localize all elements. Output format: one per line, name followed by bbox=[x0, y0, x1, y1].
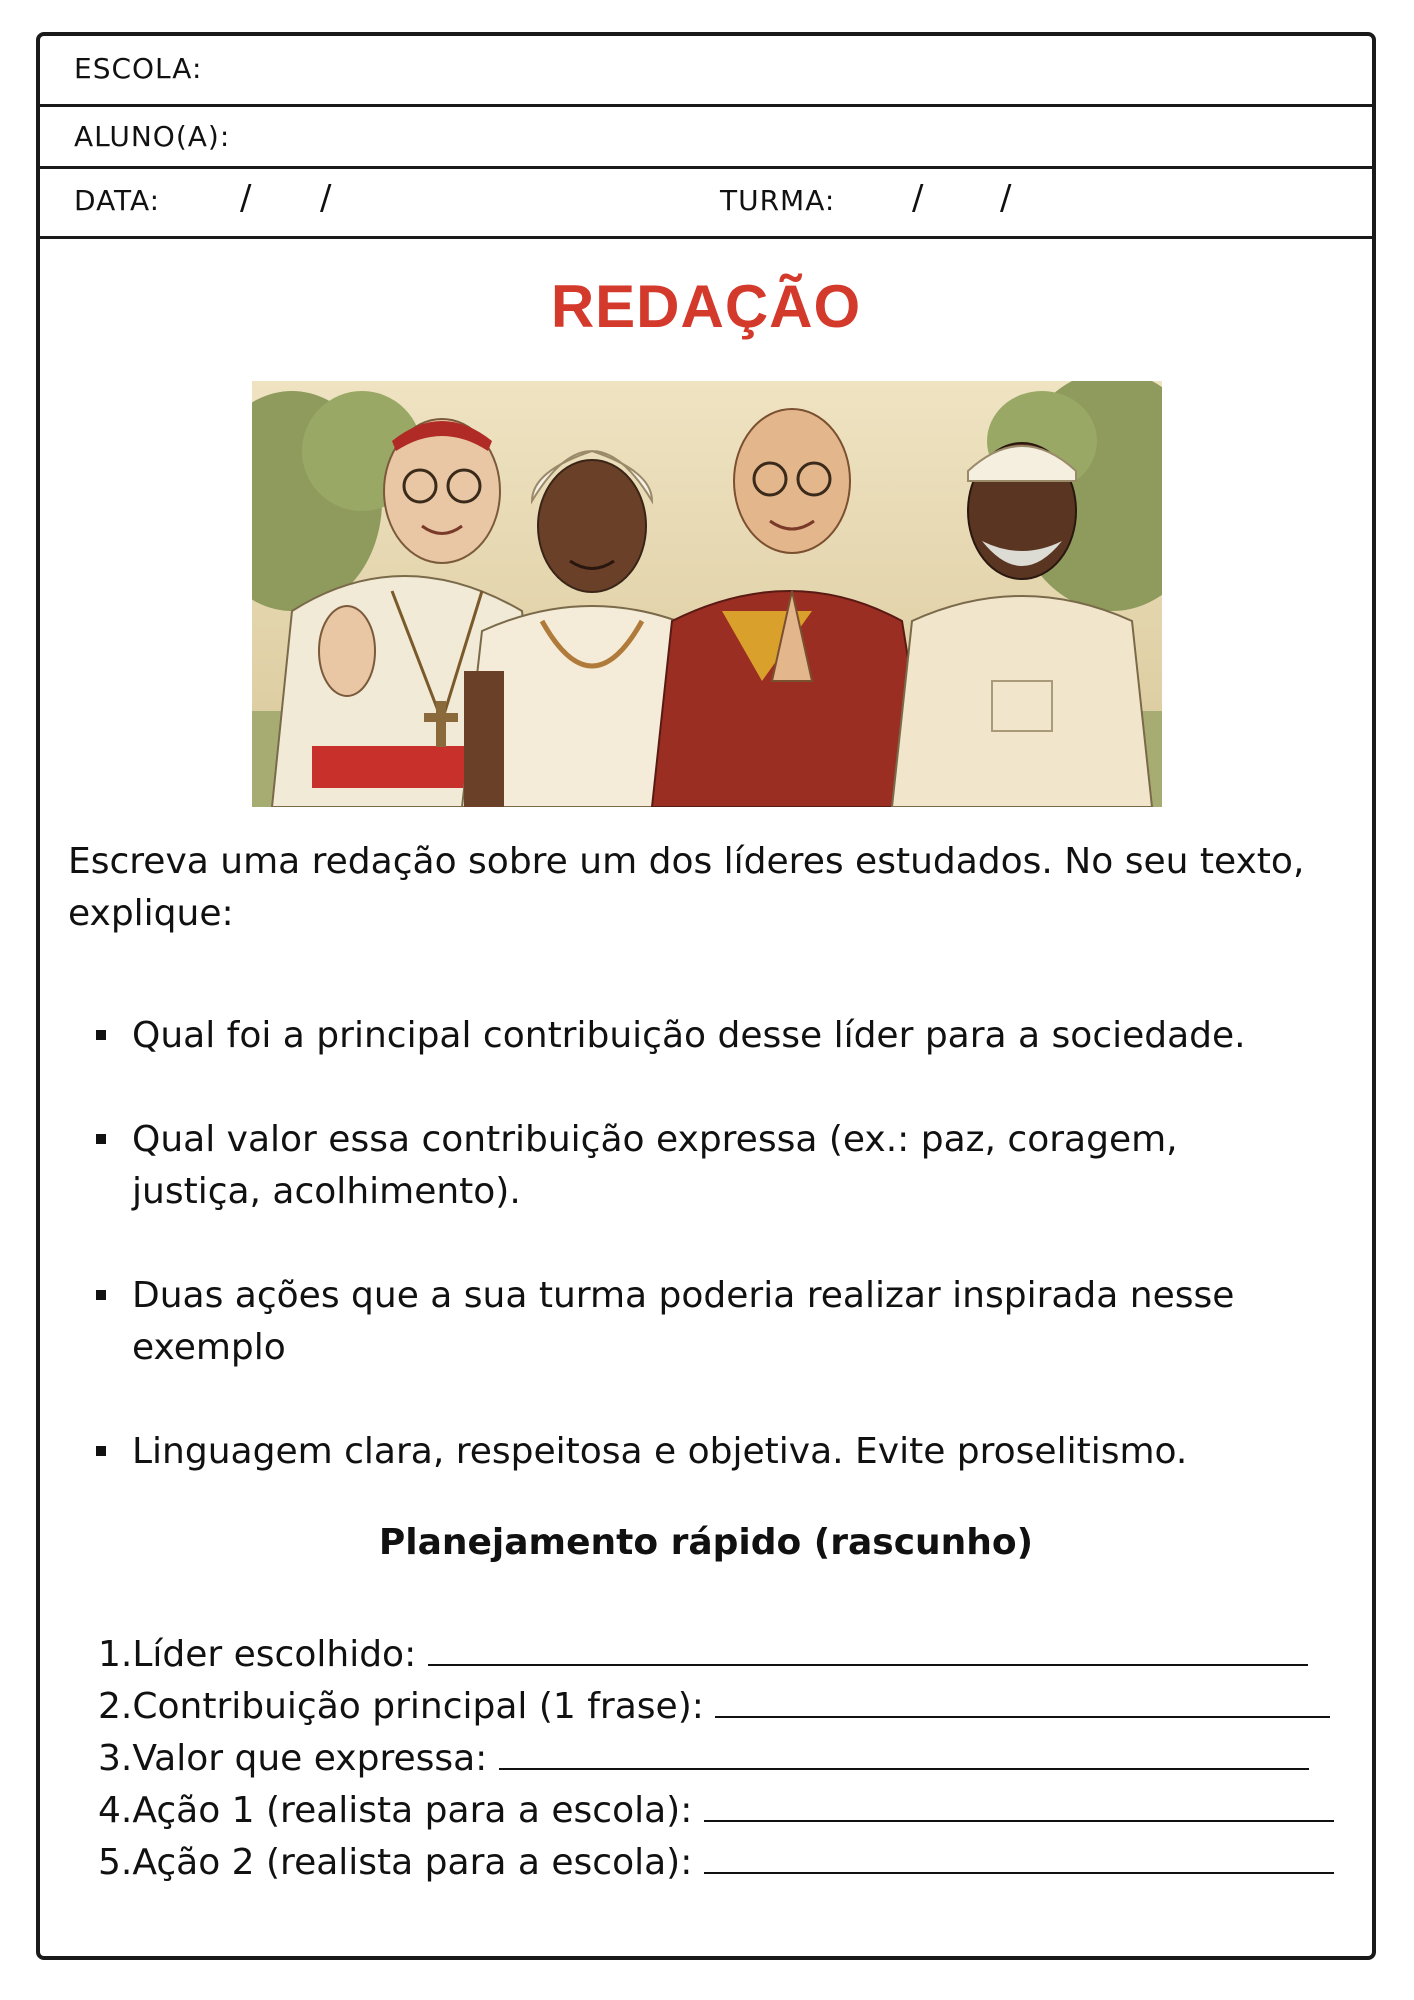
date-slash: / bbox=[240, 178, 252, 218]
answer-blank[interactable] bbox=[704, 1836, 1334, 1874]
class-slash: / bbox=[1000, 178, 1012, 218]
planning-item: 3.Valor que expressa: bbox=[98, 1732, 1318, 1785]
date-slash: / bbox=[320, 178, 332, 218]
list-item: Linguagem clara, respeitosa e objetiva. Evite proselitismo. bbox=[96, 1426, 1296, 1478]
planning-title: Planejamento rápido (rascunho) bbox=[378, 1522, 1034, 1563]
bullet-square-icon bbox=[96, 1134, 106, 1144]
answer-blank[interactable] bbox=[428, 1628, 1308, 1666]
bullet-square-icon bbox=[96, 1290, 106, 1300]
divider bbox=[40, 236, 1372, 239]
class-slash: / bbox=[912, 178, 924, 218]
divider bbox=[40, 166, 1372, 169]
planning-item: 4.Ação 1 (realista para a escola): bbox=[98, 1784, 1318, 1837]
list-item: Qual valor essa contribuição expressa (ex.: paz, coragem, justiça, acolhimento). bbox=[96, 1114, 1296, 1218]
list-item: Qual foi a principal contribuição desse líder para a sociedade. bbox=[96, 1010, 1296, 1062]
answer-blank[interactable] bbox=[715, 1680, 1330, 1718]
bullet-square-icon bbox=[96, 1446, 106, 1456]
divider bbox=[40, 104, 1372, 107]
school-label: ESCOLA: bbox=[74, 52, 203, 85]
page-title: REDAÇÃO bbox=[550, 273, 862, 340]
worksheet bbox=[36, 32, 1376, 1960]
answer-blank[interactable] bbox=[704, 1784, 1334, 1822]
bullet-square-icon bbox=[96, 1030, 106, 1040]
date-label: DATA: bbox=[74, 184, 161, 217]
planning-item: 5.Ação 2 (realista para a escola): bbox=[98, 1836, 1318, 1889]
student-label: ALUNO(A): bbox=[74, 120, 231, 153]
instructions-text: Escreva uma redação sobre um dos líderes estudados. No seu texto, explique: bbox=[68, 841, 1305, 934]
planning-item: 1.Líder escolhido: bbox=[98, 1628, 1318, 1681]
answer-blank[interactable] bbox=[499, 1732, 1309, 1770]
class-label: TURMA: bbox=[720, 184, 836, 217]
list-item: Duas ações que a sua turma poderia realizar inspirada nesse exemplo bbox=[96, 1270, 1296, 1374]
leaders-illustration bbox=[252, 381, 1162, 807]
planning-item: 2.Contribuição principal (1 frase): bbox=[98, 1680, 1318, 1733]
